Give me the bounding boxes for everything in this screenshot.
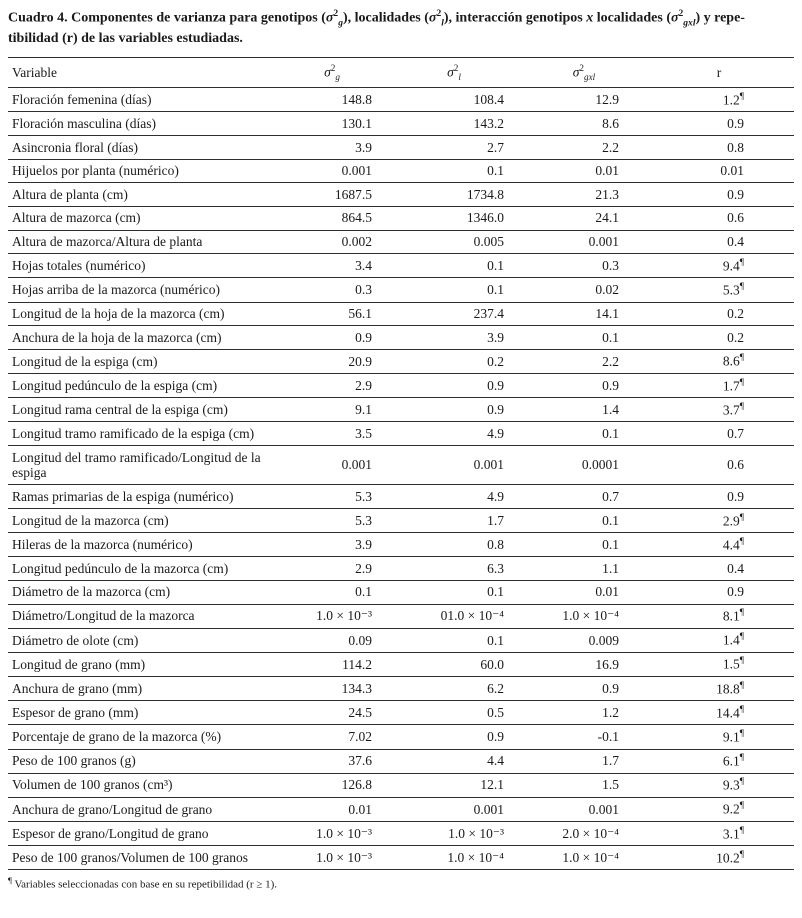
table-row: [8, 422, 794, 446]
sigma-l-value-cell: 0.9: [384, 725, 524, 749]
sigma-gxl-value-cell: -0.1: [524, 725, 644, 749]
sigma-l-value-cell: 0.9: [384, 398, 524, 422]
sigma-l-value-cell: 0.1: [384, 628, 524, 652]
sigma-gxl-value-cell: 0.0001: [524, 446, 644, 485]
selection-marker: ¶: [739, 401, 744, 412]
sigma-l-value-cell: 0.1: [384, 580, 524, 604]
sigma-l-value-cell: 0.5: [384, 701, 524, 725]
table-row: [8, 374, 794, 398]
sigma-g-value-cell: 2.9: [280, 374, 384, 398]
selection-marker: ¶: [739, 849, 744, 860]
r-value-cell: 0.01: [644, 159, 794, 183]
sigma-l-value-cell: 237.4: [384, 302, 524, 326]
sigma-l-value-cell: 108.4: [384, 88, 524, 112]
sigma-subscript-l: l: [458, 72, 461, 83]
caption-segment: localidades (: [593, 10, 671, 26]
table-row: [8, 230, 794, 254]
sigma-symbol: σ: [572, 64, 580, 80]
sigma-g-value-cell: 0.3: [280, 278, 384, 302]
r-value-cell: 0.2: [644, 302, 794, 326]
r-value-cell: 0.9: [644, 112, 794, 136]
sigma-g-value-cell: 1.0 × 10⁻³: [280, 846, 384, 870]
variable-name-cell: Peso de 100 granos/Volumen de 100 granos: [8, 846, 280, 870]
sigma-l-value-cell: 1.0 × 10⁻³: [384, 822, 524, 846]
table-row: [8, 206, 794, 230]
column-header-repeatability: r: [644, 58, 794, 88]
table-row: [8, 254, 794, 278]
variable-name-cell: Longitud de la mazorca (cm): [8, 509, 280, 533]
table-row: [8, 628, 794, 652]
sigma-l-value-cell: 0.005: [384, 230, 524, 254]
sigma-g-value-cell: 134.3: [280, 677, 384, 701]
caption-segment: x: [586, 10, 594, 26]
sigma-gxl-value-cell: 0.9: [524, 374, 644, 398]
sigma-subscript-gxl: gxl: [584, 72, 596, 83]
variable-name-cell: Hojas totales (numérico): [8, 254, 280, 278]
sigma-g-value-cell: 7.02: [280, 725, 384, 749]
sigma-l-value-cell: 1346.0: [384, 206, 524, 230]
sigma-g-value-cell: 5.3: [280, 509, 384, 533]
selection-marker: ¶: [739, 91, 744, 102]
r-value-cell: 2.9¶: [644, 509, 794, 533]
sigma-g-value-cell: 3.9: [280, 533, 384, 557]
sigma-l-value-cell: 3.9: [384, 326, 524, 350]
variable-name-cell: Altura de mazorca/Altura de planta: [8, 230, 280, 254]
r-value-cell: 0.9: [644, 183, 794, 207]
sigma-g-value-cell: 37.6: [280, 749, 384, 773]
selection-marker: ¶: [739, 753, 744, 764]
sigma-l-value-cell: 0.001: [384, 446, 524, 485]
r-value-cell: 0.6: [644, 206, 794, 230]
r-value-cell: 10.2¶: [644, 846, 794, 870]
sigma-l-value-cell: 0.1: [384, 159, 524, 183]
sigma-g-value-cell: 0.09: [280, 628, 384, 652]
sigma-gxl-value-cell: 0.1: [524, 422, 644, 446]
table-row: [8, 604, 794, 628]
r-value-cell: 1.7¶: [644, 374, 794, 398]
variable-name-cell: Ramas primarias de la espiga (numérico): [8, 485, 280, 509]
sigma-gxl-value-cell: 1.4: [524, 398, 644, 422]
header-row: [8, 58, 794, 88]
sigma-gxl-value-cell: 0.009: [524, 628, 644, 652]
r-value-cell: 8.1¶: [644, 604, 794, 628]
selection-marker: ¶: [739, 608, 744, 619]
caption-segment: σ: [325, 10, 334, 26]
caption-segment: ), localidades (: [342, 10, 429, 26]
sigma-l-value-cell: 2.7: [384, 136, 524, 160]
sigma-symbol: σ: [447, 64, 454, 80]
sigma-gxl-value-cell: 2.2: [524, 136, 644, 160]
column-header-sigma-g: [280, 58, 384, 88]
sigma-g-value-cell: 20.9: [280, 349, 384, 373]
sigma-g-value-cell: 9.1: [280, 398, 384, 422]
variable-name-cell: Longitud de la espiga (cm): [8, 349, 280, 373]
sigma-g-value-cell: 1687.5: [280, 183, 384, 207]
r-value-cell: 14.4¶: [644, 701, 794, 725]
r-value-cell: 0.2: [644, 326, 794, 350]
table-row: [8, 725, 794, 749]
selection-marker: ¶: [739, 704, 744, 715]
table-row: [8, 349, 794, 373]
sigma-l-value-cell: 4.9: [384, 422, 524, 446]
r-value-cell: 0.9: [644, 580, 794, 604]
caption-segment: 2: [333, 9, 339, 19]
caption-segment: l: [441, 18, 444, 29]
selection-marker: ¶: [739, 377, 744, 388]
table-row: [8, 749, 794, 773]
r-value-cell: 9.3¶: [644, 773, 794, 797]
table-row: [8, 846, 794, 870]
sigma-gxl-value-cell: 0.1: [524, 533, 644, 557]
sigma-l-value-cell: 1.7: [384, 509, 524, 533]
sigma-gxl-value-cell: 24.1: [524, 206, 644, 230]
sigma-l-value-cell: 6.2: [384, 677, 524, 701]
caption-segment: gxl: [683, 18, 696, 29]
selection-marker: ¶: [739, 656, 744, 667]
table-row: [8, 677, 794, 701]
r-value-cell: 8.6¶: [644, 349, 794, 373]
sigma-exponent: 2: [453, 63, 459, 73]
variable-name-cell: Diámetro/Longitud de la mazorca: [8, 604, 280, 628]
sigma-l-value-cell: 12.1: [384, 773, 524, 797]
variable-name-cell: Espesor de grano/Longitud de grano: [8, 822, 280, 846]
variable-name-cell: Anchura de la hoja de la mazorca (cm): [8, 326, 280, 350]
caption-segment: σ: [670, 10, 679, 26]
column-header-sigma-gxl: [524, 58, 644, 88]
caption-segment: 2: [436, 9, 442, 19]
selection-marker: ¶: [739, 632, 744, 643]
sigma-gxl-value-cell: 0.02: [524, 278, 644, 302]
sigma-gxl-value-cell: 0.3: [524, 254, 644, 278]
column-header-sigma-l: [384, 58, 524, 88]
selection-marker: ¶: [739, 825, 744, 836]
variable-name-cell: Hileras de la mazorca (numérico): [8, 533, 280, 557]
sigma-exponent: 2: [579, 63, 585, 73]
selection-marker: ¶: [739, 801, 744, 812]
sigma-gxl-value-cell: 0.001: [524, 230, 644, 254]
caption-segment: Cuadro 4. Componentes de varianza para genotipos (: [8, 10, 326, 26]
sigma-gxl-value-cell: 8.6: [524, 112, 644, 136]
sigma-g-value-cell: 3.9: [280, 136, 384, 160]
sigma-l-value-cell: 0.1: [384, 254, 524, 278]
sigma-g-value-cell: 1.0 × 10⁻³: [280, 604, 384, 628]
table-row: [8, 580, 794, 604]
sigma-g-value-cell: 864.5: [280, 206, 384, 230]
variable-name-cell: Peso de 100 granos (g): [8, 749, 280, 773]
r-value-cell: 18.8¶: [644, 677, 794, 701]
sigma-l-value-cell: 01.0 × 10⁻⁴: [384, 604, 524, 628]
table-row: [8, 533, 794, 557]
sigma-gxl-value-cell: 0.7: [524, 485, 644, 509]
table-row: [8, 302, 794, 326]
sigma-gxl-value-cell: 1.1: [524, 557, 644, 581]
table-row: [8, 159, 794, 183]
sigma-gxl-value-cell: 0.1: [524, 509, 644, 533]
sigma-g-value-cell: 2.9: [280, 557, 384, 581]
variable-name-cell: Longitud pedúnculo de la mazorca (cm): [8, 557, 280, 581]
footnote-marker: ¶: [8, 875, 12, 886]
sigma-g-value-cell: 130.1: [280, 112, 384, 136]
caption-segment: 2: [678, 9, 684, 19]
table-row: [8, 88, 794, 112]
sigma-gxl-value-cell: 12.9: [524, 88, 644, 112]
table-row: [8, 485, 794, 509]
table-row: [8, 183, 794, 207]
selection-marker: ¶: [739, 777, 744, 788]
r-value-cell: 0.8: [644, 136, 794, 160]
sigma-g-value-cell: 148.8: [280, 88, 384, 112]
table-row: [8, 136, 794, 160]
sigma-g-value-cell: 126.8: [280, 773, 384, 797]
r-value-cell: 9.4¶: [644, 254, 794, 278]
variable-name-cell: Hijuelos por planta (numérico): [8, 159, 280, 183]
sigma-symbol: σ: [324, 64, 331, 80]
sigma-g-value-cell: 0.01: [280, 797, 384, 821]
sigma-gxl-value-cell: 1.0 × 10⁻⁴: [524, 604, 644, 628]
r-value-cell: 1.2¶: [644, 88, 794, 112]
variable-name-cell: Longitud rama central de la espiga (cm): [8, 398, 280, 422]
r-value-cell: 0.4: [644, 230, 794, 254]
table-row: [8, 557, 794, 581]
sigma-gxl-value-cell: 1.7: [524, 749, 644, 773]
sigma-g-value-cell: 114.2: [280, 652, 384, 676]
selection-marker: ¶: [739, 257, 744, 268]
sigma-l-value-cell: 6.3: [384, 557, 524, 581]
variable-name-cell: Asincronia floral (días): [8, 136, 280, 160]
r-value-cell: 9.2¶: [644, 797, 794, 821]
caption-segment: g: [338, 18, 343, 29]
caption-segment: tibilidad (r) de las variables estudiadas.: [8, 30, 243, 46]
table-row: [8, 822, 794, 846]
r-value-cell: 3.7¶: [644, 398, 794, 422]
sigma-gxl-value-cell: 2.2: [524, 349, 644, 373]
sigma-gxl-value-cell: 1.2: [524, 701, 644, 725]
selection-marker: ¶: [739, 680, 744, 691]
variable-name-cell: Longitud tramo ramificado de la espiga (cm): [8, 422, 280, 446]
sigma-g-value-cell: 56.1: [280, 302, 384, 326]
sigma-l-value-cell: 4.4: [384, 749, 524, 773]
sigma-g-value-cell: 0.001: [280, 446, 384, 485]
selection-marker: ¶: [739, 353, 744, 364]
variable-name-cell: Longitud del tramo ramificado/Longitud de la espiga: [8, 446, 280, 485]
table-row: [8, 278, 794, 302]
sigma-g-value-cell: 24.5: [280, 701, 384, 725]
sigma-l-value-cell: 0.8: [384, 533, 524, 557]
caption-segment: ) y repe-: [695, 10, 745, 26]
variable-name-cell: Floración masculina (días): [8, 112, 280, 136]
sigma-gxl-value-cell: 0.01: [524, 159, 644, 183]
sigma-g-value-cell: 3.4: [280, 254, 384, 278]
variable-name-cell: Altura de planta (cm): [8, 183, 280, 207]
sigma-subscript-g: g: [335, 72, 340, 83]
sigma-gxl-value-cell: 21.3: [524, 183, 644, 207]
variable-name-cell: Anchura de grano/Longitud de grano: [8, 797, 280, 821]
table-row: [8, 398, 794, 422]
r-value-cell: 9.1¶: [644, 725, 794, 749]
sigma-gxl-value-cell: 0.1: [524, 326, 644, 350]
sigma-exponent: 2: [330, 63, 336, 73]
selection-marker: ¶: [739, 281, 744, 292]
table-row: [8, 773, 794, 797]
sigma-l-value-cell: 1.0 × 10⁻⁴: [384, 846, 524, 870]
caption-segment: ), interacción genotipos: [443, 10, 587, 26]
sigma-g-value-cell: 5.3: [280, 485, 384, 509]
variable-name-cell: Diámetro de la mazorca (cm): [8, 580, 280, 604]
sigma-l-value-cell: 0.9: [384, 374, 524, 398]
r-value-cell: 0.6: [644, 446, 794, 485]
table-row: [8, 701, 794, 725]
variable-name-cell: Longitud pedúnculo de la espiga (cm): [8, 374, 280, 398]
variable-name-cell: Longitud de grano (mm): [8, 652, 280, 676]
table-row: [8, 652, 794, 676]
sigma-gxl-value-cell: 0.01: [524, 580, 644, 604]
sigma-g-value-cell: 0.1: [280, 580, 384, 604]
sigma-gxl-value-cell: 1.0 × 10⁻⁴: [524, 846, 644, 870]
sigma-l-value-cell: 4.9: [384, 485, 524, 509]
sigma-gxl-value-cell: 16.9: [524, 652, 644, 676]
caption-segment: σ: [428, 10, 437, 26]
sigma-gxl-value-cell: 1.5: [524, 773, 644, 797]
variable-name-cell: Longitud de la hoja de la mazorca (cm): [8, 302, 280, 326]
column-header-variable: Variable: [8, 58, 280, 88]
selection-marker: ¶: [739, 728, 744, 739]
r-value-cell: 0.9: [644, 485, 794, 509]
variable-name-cell: Anchura de grano (mm): [8, 677, 280, 701]
sigma-g-value-cell: 0.9: [280, 326, 384, 350]
r-value-cell: 4.4¶: [644, 533, 794, 557]
sigma-g-value-cell: 0.001: [280, 159, 384, 183]
sigma-g-value-cell: 3.5: [280, 422, 384, 446]
r-value-cell: 0.7: [644, 422, 794, 446]
sigma-gxl-value-cell: 0.001: [524, 797, 644, 821]
variable-name-cell: Volumen de 100 granos (cm³): [8, 773, 280, 797]
variable-name-cell: Floración femenina (días): [8, 88, 280, 112]
variable-name-cell: Diámetro de olote (cm): [8, 628, 280, 652]
table-row: [8, 797, 794, 821]
table-caption: [8, 8, 794, 48]
r-value-cell: 3.1¶: [644, 822, 794, 846]
variable-name-cell: Porcentaje de grano de la mazorca (%): [8, 725, 280, 749]
variable-name-cell: Altura de mazorca (cm): [8, 206, 280, 230]
sigma-l-value-cell: 0.2: [384, 349, 524, 373]
footnote-text: Variables seleccionadas con base en su repetibilidad (r ≥ 1).: [11, 879, 278, 891]
sigma-l-value-cell: 1734.8: [384, 183, 524, 207]
table-row: [8, 446, 794, 485]
r-value-cell: 0.4: [644, 557, 794, 581]
sigma-g-value-cell: 0.002: [280, 230, 384, 254]
variable-name-cell: Hojas arriba de la mazorca (numérico): [8, 278, 280, 302]
sigma-l-value-cell: 60.0: [384, 652, 524, 676]
table-row: [8, 509, 794, 533]
sigma-l-value-cell: 0.1: [384, 278, 524, 302]
table-footnote: [8, 875, 794, 892]
sigma-l-value-cell: 0.001: [384, 797, 524, 821]
sigma-gxl-value-cell: 0.9: [524, 677, 644, 701]
selection-marker: ¶: [739, 512, 744, 523]
selection-marker: ¶: [739, 536, 744, 547]
sigma-l-value-cell: 143.2: [384, 112, 524, 136]
r-value-cell: 1.4¶: [644, 628, 794, 652]
r-value-cell: 1.5¶: [644, 652, 794, 676]
sigma-gxl-value-cell: 2.0 × 10⁻⁴: [524, 822, 644, 846]
variable-name-cell: Espesor de grano (mm): [8, 701, 280, 725]
sigma-gxl-value-cell: 14.1: [524, 302, 644, 326]
sigma-g-value-cell: 1.0 × 10⁻³: [280, 822, 384, 846]
table-row: [8, 112, 794, 136]
r-value-cell: 5.3¶: [644, 278, 794, 302]
r-value-cell: 6.1¶: [644, 749, 794, 773]
table-row: [8, 326, 794, 350]
variance-components-table: [8, 57, 794, 870]
